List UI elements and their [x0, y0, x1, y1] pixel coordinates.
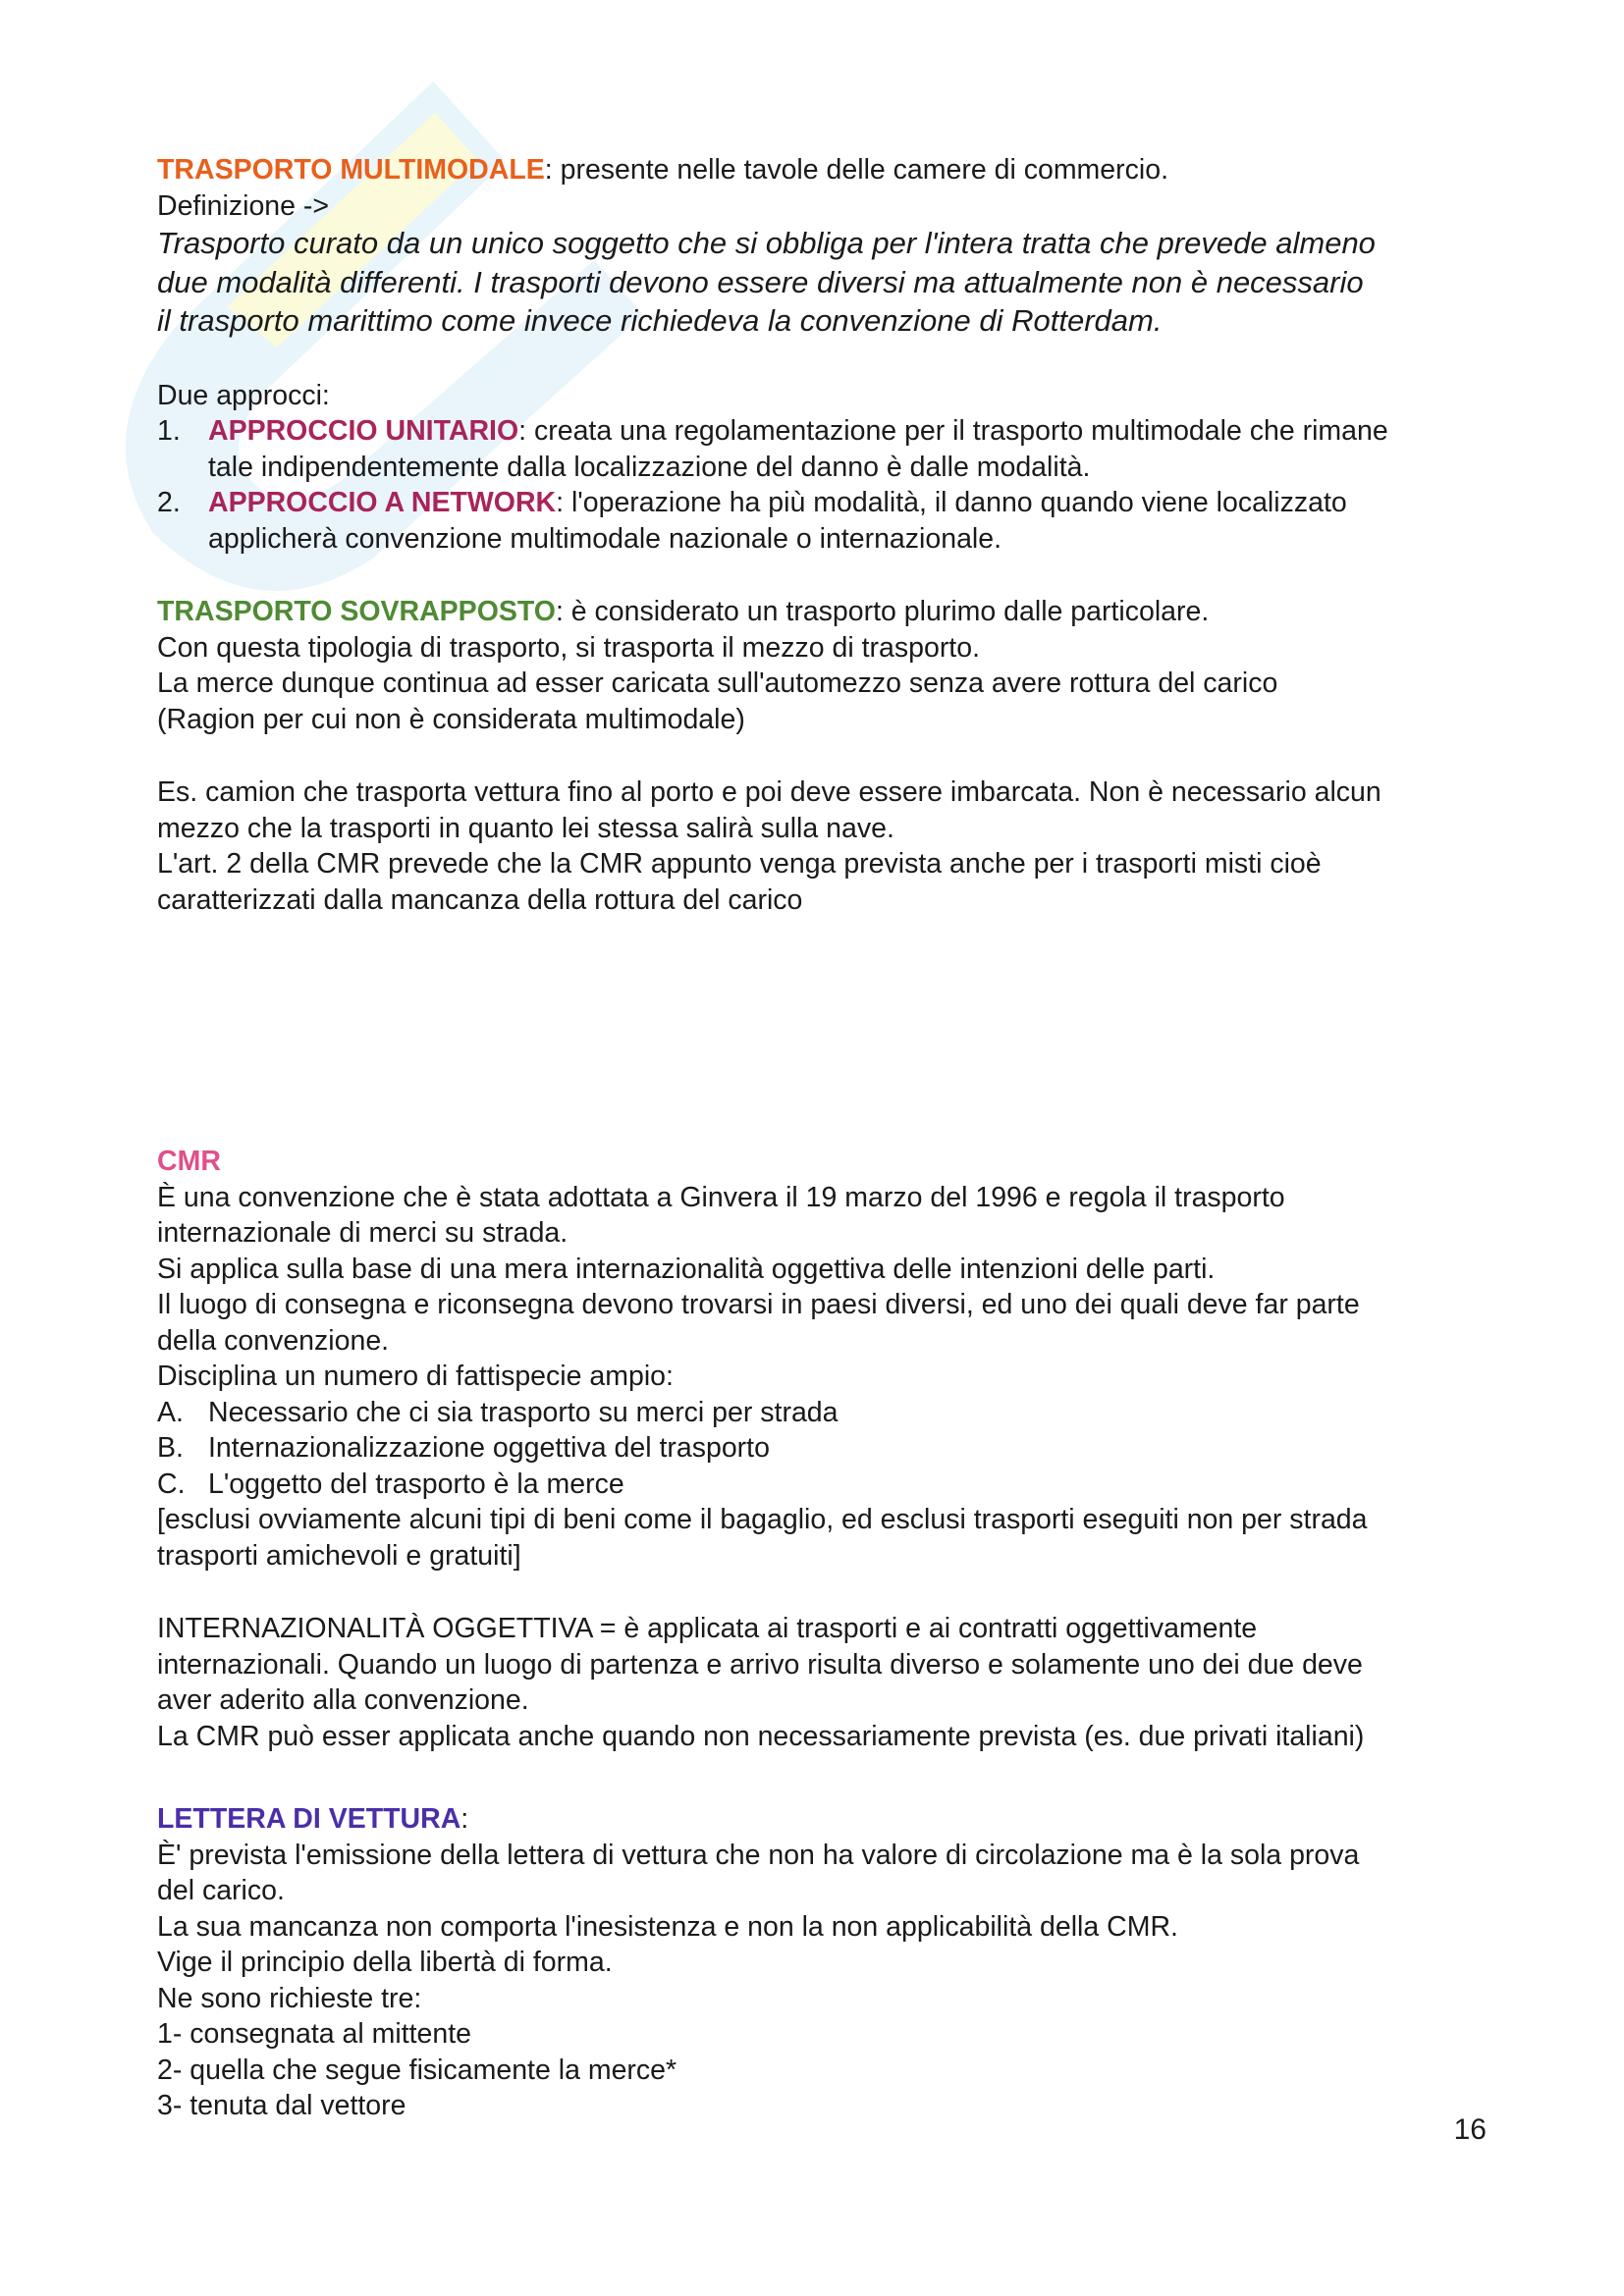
text-line: 2- quella che segue fisicamente la merce* — [157, 2054, 677, 2086]
text-line: Il luogo di consegna e riconsegna devono trovarsi in paesi diversi, ed uno dei quali deve far parte — [157, 1289, 1360, 1320]
definition-line: due modalità differenti. I trasporti devono essere diversi ma attualmente non è necessario — [157, 264, 1364, 299]
text-line: caratterizzati dalla mancanza della rottura del carico — [157, 883, 803, 916]
sec1-heading: TRASPORTO MULTIMODALE: presente nelle tavole delle camere di commercio. — [157, 154, 1168, 186]
text-line: internazionale di merci su strada. — [157, 1217, 568, 1249]
approcci-label: Due approcci: — [157, 379, 330, 411]
page-content — [157, 152, 1502, 2124]
text-line: della convenzione. — [157, 1324, 390, 1357]
page-number: 16 — [1453, 2113, 1487, 2146]
sec1-title: TRASPORTO MULTIMODALE — [157, 154, 545, 186]
list-item: C. L'oggetto del trasporto è la merce — [157, 1468, 624, 1500]
text-line: aver aderito alla convenzione. — [157, 1684, 529, 1716]
definition-label: Definizione -> — [157, 189, 330, 222]
text-line: Disciplina un numero di fattispecie ampio: — [157, 1361, 674, 1392]
text-line: La merce dunque continua ad esser caricata sull'automezzo senza avere rottura del carico — [157, 667, 1278, 699]
text-line: È una convenzione che è stata adottata a Ginvera il 19 marzo del 1996 e regola il trasporto — [157, 1181, 1285, 1213]
sec2-heading: TRASPORTO SOVRAPPOSTO: è considerato un trasporto plurimo dalle particolare. — [157, 596, 1210, 627]
text-line: 3- tenuta dal vettore — [157, 2090, 406, 2121]
definition-line: Trasporto curato da un unico soggetto che si obbliga per l'intera tratta che prevede almeno — [157, 226, 1376, 260]
list-item: 1. APPROCCIO UNITARIO: creata una regolamentazione per il trasporto multimodale che rimane tale indipendentemente dalla localizzazione del danno è dalle modalità. — [157, 415, 1388, 483]
text-line: Vige il principio della libertà di forma. — [157, 1947, 613, 1978]
definition-line: il trasporto marittimo come invece richiedeva la convenzione di Rotterdam. — [157, 303, 1163, 338]
text-line: INTERNAZIONALITÀ OGGETTIVA = è applicata ai trasporti e ai contratti oggettivamente — [157, 1613, 1258, 1644]
text-line: [esclusi ovviamente alcuni tipi di beni come il bagaglio, ed esclusi trasporti eseguiti non per strada — [157, 1504, 1368, 1535]
text-line: Con questa tipologia di trasporto, si trasporta il mezzo di trasporto. — [157, 631, 980, 664]
text-line: 1- consegnata al mittente — [157, 2018, 472, 2050]
text-line: Ne sono richieste tre: — [157, 1982, 422, 2014]
sec3-title: CMR — [157, 1146, 221, 1177]
sec4-heading: LETTERA DI VETTURA: — [157, 1803, 469, 1835]
sec4-title: LETTERA DI VETTURA — [157, 1803, 461, 1835]
text-line: Es. camion che trasporta vettura fino al porto e poi deve essere imbarcata. Non è necessario alcun — [157, 776, 1381, 808]
text-line: La CMR può esser applicata anche quando non necessariamente prevista (es. due privati italiani) — [157, 1720, 1365, 1752]
list-item: 2. APPROCCIO A NETWORK: l'operazione ha più modalità, il danno quando viene localizzato applicherà convenzione multimodale nazionale o internazionale. — [157, 487, 1347, 555]
text-line: internazionali. Quando un luogo di partenza e arrivo risulta diverso e solamente uno dei due deve — [157, 1648, 1363, 1681]
text-line: trasporti amichevoli e gratuiti] — [157, 1539, 521, 1572]
text-line: È' prevista l'emissione della lettera di vettura che non ha valore di circolazione ma è la sola prova — [157, 1839, 1360, 1871]
text-line: del carico. — [157, 1875, 285, 1906]
list-item: A. Necessario che ci sia trasporto su merci per strada — [157, 1396, 839, 1428]
text-line: (Ragion per cui non è considerata multimodale) — [157, 703, 745, 735]
text-line: mezzo che la trasporti in quanto lei stessa salirà sulla nave. — [157, 812, 894, 844]
text-line: Si applica sulla base di una mera internazionalità oggettiva delle intenzioni delle parti. — [157, 1253, 1216, 1285]
approach-title: APPROCCIO A NETWORK — [208, 487, 557, 518]
text-line: La sua mancanza non comporta l'inesistenza e non la non applicabilità della CMR. — [157, 1910, 1178, 1943]
text-line: L'art. 2 della CMR prevede che la CMR appunto venga prevista anche per i trasporti misti cioè — [157, 848, 1322, 880]
approach-title: APPROCCIO UNITARIO — [208, 415, 519, 447]
sec2-title: TRASPORTO SOVRAPPOSTO — [157, 596, 556, 627]
list-item: B. Internazionalizzazione oggettiva del trasporto — [157, 1432, 770, 1464]
